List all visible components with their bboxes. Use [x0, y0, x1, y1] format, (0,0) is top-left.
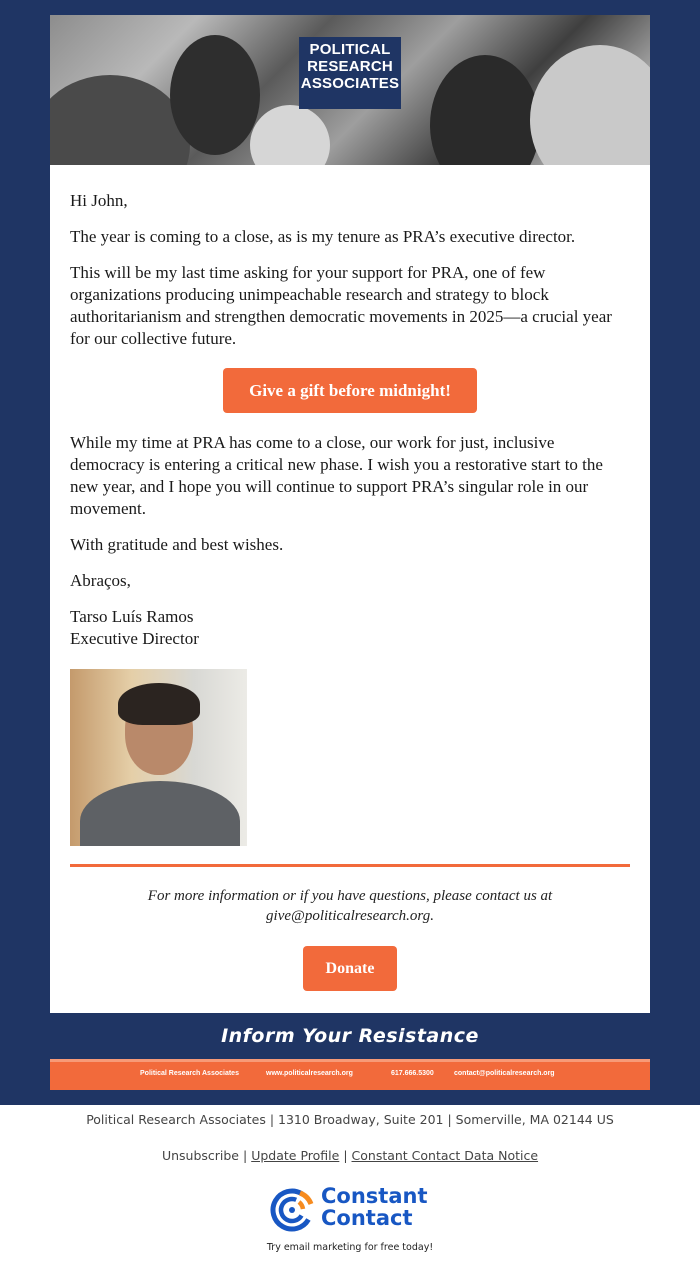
bar-org-name: Political Research Associates	[140, 1070, 239, 1077]
cc-wordmark	[321, 1185, 428, 1229]
logo-line-2: RESEARCH	[307, 58, 393, 75]
bar-email: contact@politicalresearch.org	[454, 1070, 555, 1077]
cc-wordmark-line-1: Constant	[321, 1184, 428, 1208]
hero-image	[50, 15, 650, 165]
footer-contact-bar	[50, 1059, 650, 1090]
data-notice-link[interactable]: Constant Contact Data Notice	[351, 1148, 539, 1163]
cc-wordmark-line-2: Contact	[321, 1206, 413, 1230]
update-profile-link[interactable]: Update Profile	[251, 1148, 340, 1163]
footer-banner	[50, 1013, 650, 1059]
paragraph-1: The year is coming to a close, as is my tenure as PRA’s executive director.	[70, 227, 576, 246]
postal-address: Political Research Associates | 1310 Broadway, Suite 201 | Somerville, MA 02144 US	[86, 1112, 614, 1127]
give-gift-button[interactable]: Give a gift before midnight!	[223, 368, 477, 413]
contact-info: For more information or if you have questions, please contact us at give@politicalresearch.org.	[147, 888, 553, 924]
signature-title: Executive Director	[70, 629, 199, 648]
cc-tagline[interactable]: Try email marketing for free today!	[266, 1242, 434, 1253]
director-photo	[70, 669, 247, 846]
constant-contact-icon	[269, 1187, 315, 1233]
footer-links	[0, 1148, 700, 1163]
greeting: Hi John,	[70, 191, 128, 210]
logo-line-3: ASSOCIATES	[300, 75, 400, 92]
donate-button[interactable]: Donate	[303, 946, 397, 991]
bar-phone: 617.666.5300	[391, 1070, 434, 1077]
email-card	[50, 15, 650, 1090]
paragraph-4: With gratitude and best wishes.	[70, 535, 284, 554]
paragraph-5: Abraços,	[70, 571, 131, 590]
banner-slogan: Inform Your Resistance	[221, 1025, 479, 1047]
paragraph-3: While my time at PRA has come to a close, our work for just, inclusive democracy is entering a critical new phase. I wish you a restorative start to the new year, and I hope you will continue to support PRA’s singular role in our movement.	[70, 433, 603, 518]
signature-name: Tarso Luís Ramos	[70, 607, 194, 626]
bar-website: www.politicalresearch.org	[266, 1070, 353, 1077]
paragraph-2: This will be my last time asking for your support for PRA, one of few organizations producing unimpeachable research and strategy to block authoritarianism and strengthen democratic movements in 2025—a crucial year for our collective future.	[70, 263, 612, 348]
unsubscribe-link[interactable]: Unsubscribe	[161, 1148, 240, 1163]
orange-divider	[70, 864, 630, 867]
constant-contact-logo[interactable]	[269, 1185, 439, 1235]
pra-logo	[299, 37, 401, 109]
link-separator: |	[243, 1148, 248, 1163]
link-separator: |	[343, 1148, 348, 1163]
logo-line-1: POLITICAL	[309, 41, 391, 58]
